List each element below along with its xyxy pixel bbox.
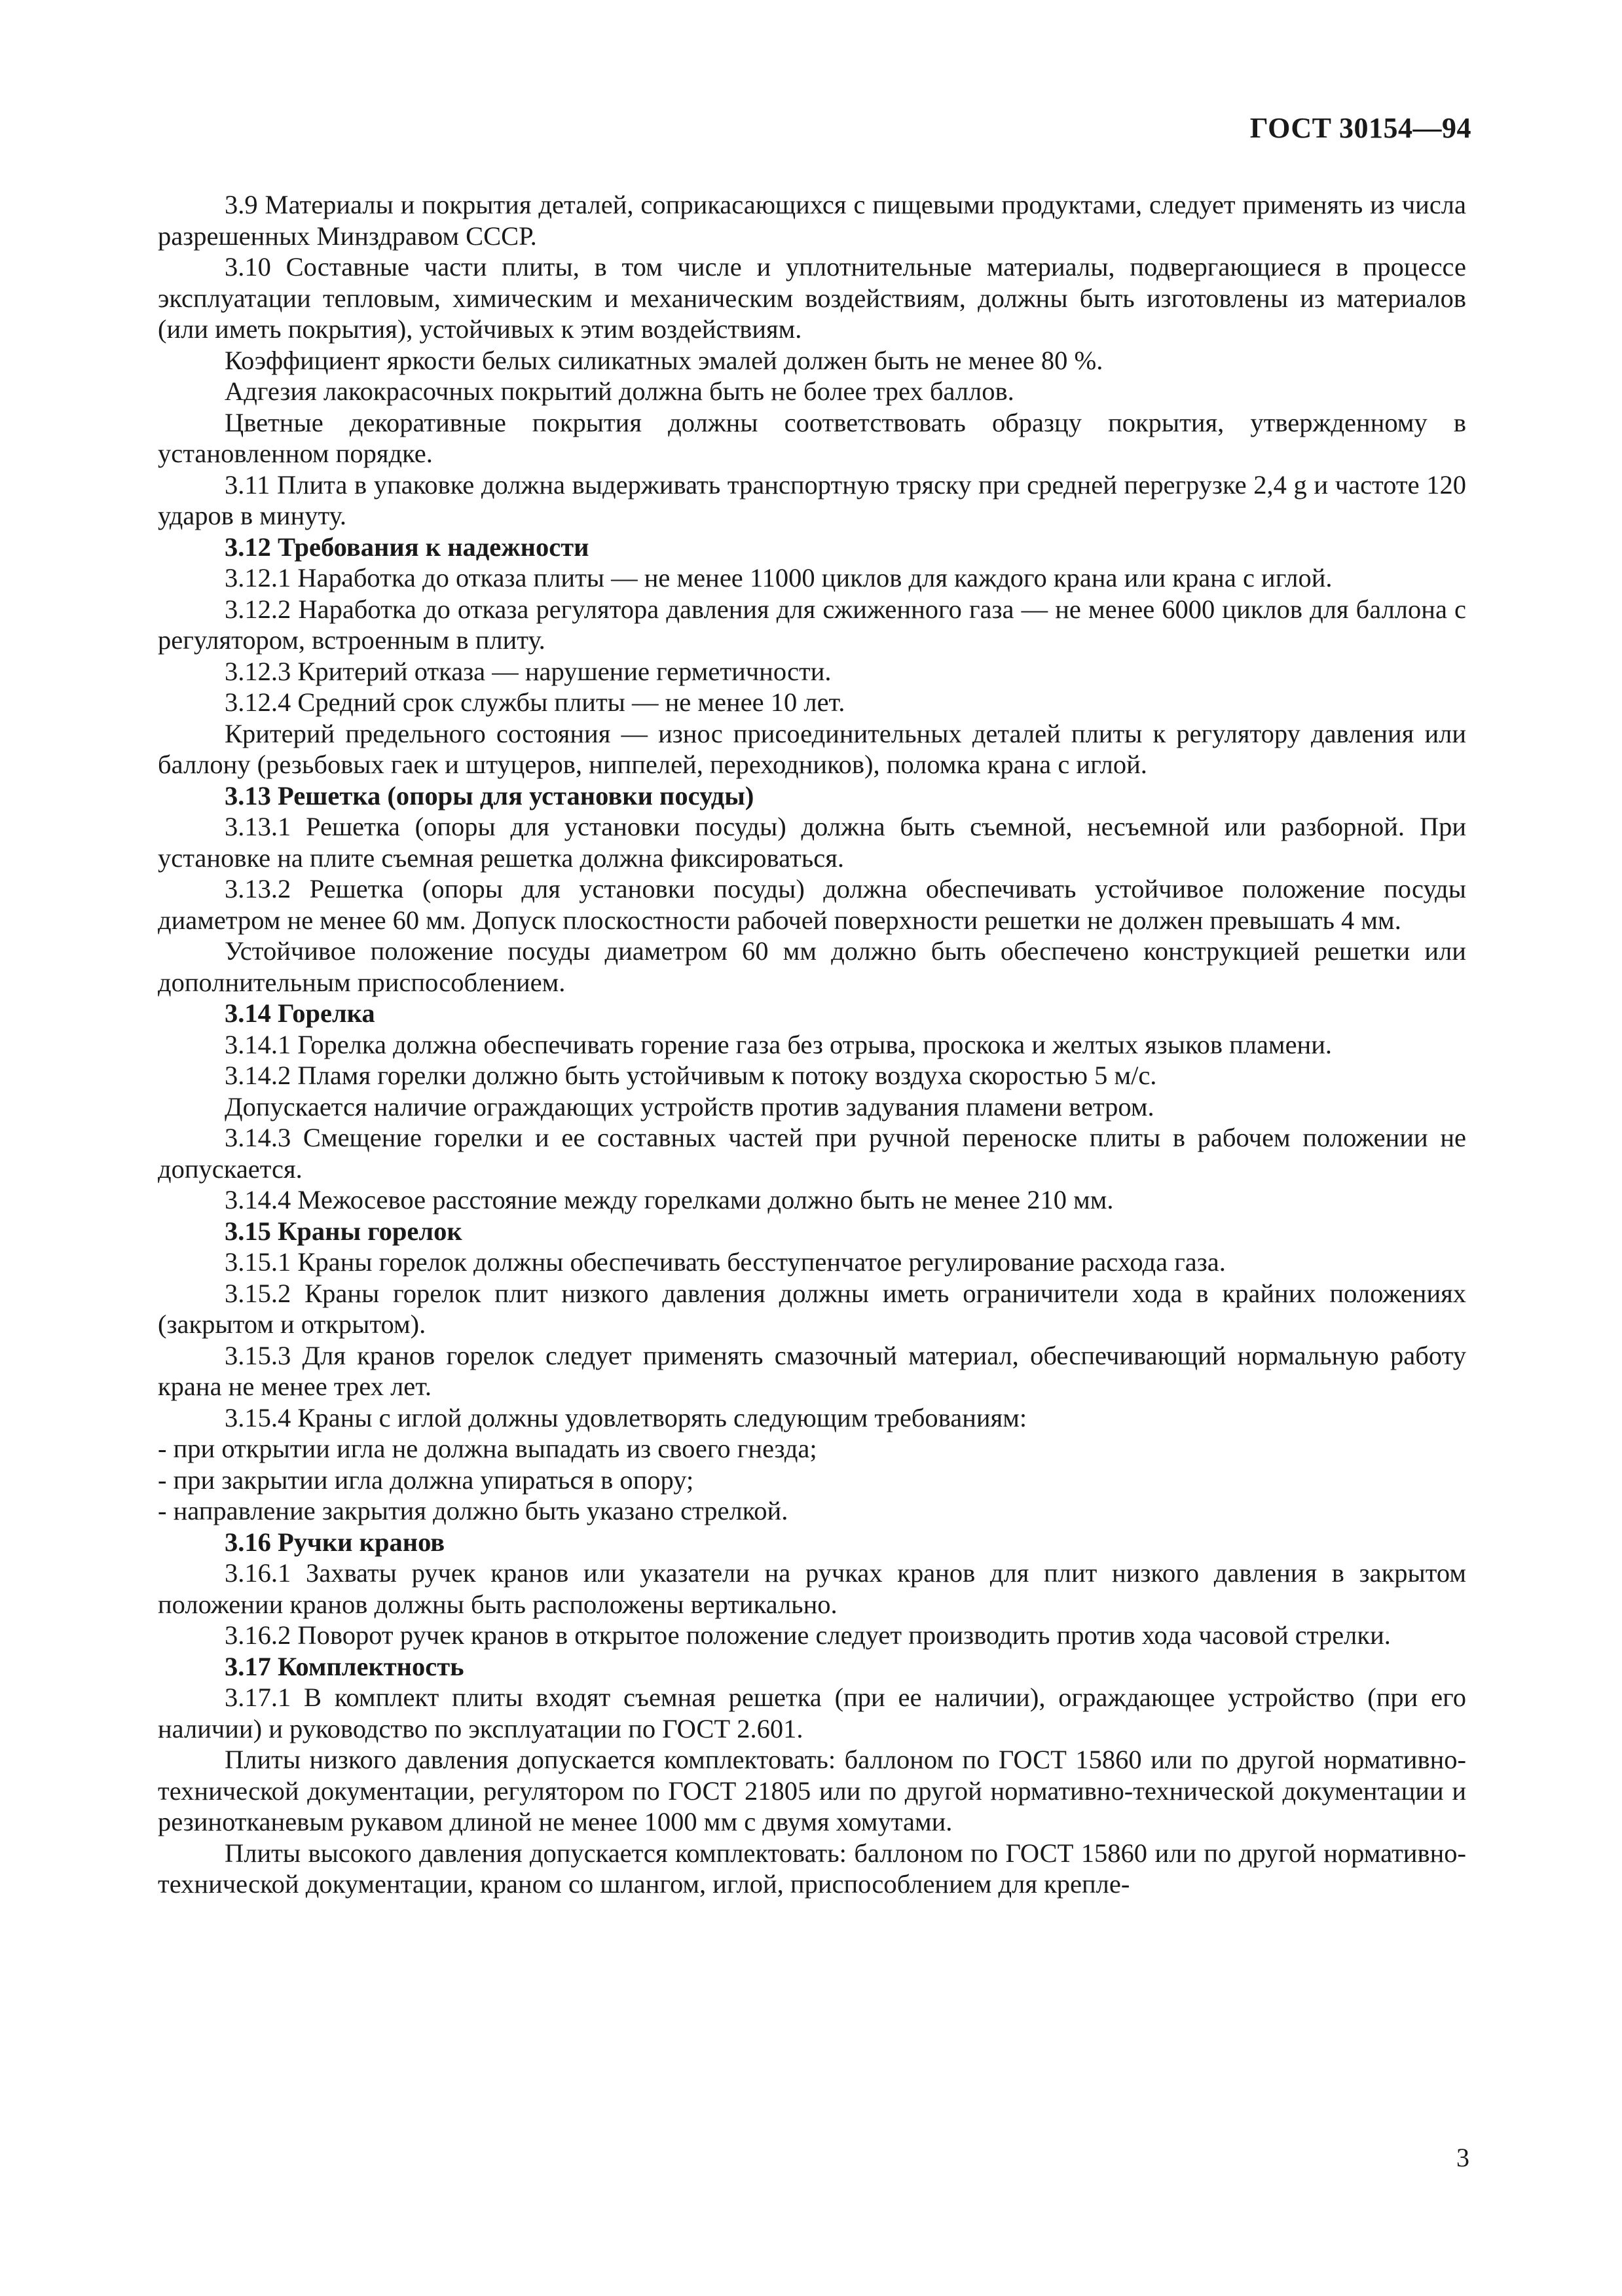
paragraph: Цветные декоративные покрытия должны соответствовать образцу покрытия, утвержденному в установленном порядке. (158, 407, 1466, 468)
paragraph: 3.13.2 Решетка (опоры для установки посуды) должна обеспечивать устойчивое положение посуды диаметром не менее 60 мм. Допуск плоскостности рабочей поверхности решетки не должен превышать 4 мм. (158, 874, 1466, 935)
document-code-header: ГОСТ 30154—94 (1249, 112, 1471, 144)
section-heading: 3.12 Требования к надежности (225, 532, 589, 562)
paragraph: Адгезия лакокрасочных покрытий должна быть не более трех баллов. (225, 376, 1014, 406)
list-item: - при открытии игла не должна выпадать из своего гнезда; (158, 1434, 817, 1463)
paragraph: 3.15.4 Краны с иглой должны удовлетворять следующим требованиям: (225, 1402, 1027, 1432)
paragraph: 3.13.1 Решетка (опоры для установки посуды) должна быть съемной, несъемной или разборной. При установке на плите съемная решетка должна фиксироваться. (158, 812, 1466, 873)
section-heading: 3.14 Горелка (225, 998, 375, 1028)
paragraph: 3.11 Плита в упаковке должна выдерживать транспортную тряску при средней перегрузке 2,4 g и частоте 120 ударов в минуту. (158, 469, 1466, 530)
section-heading: 3.17 Комплектность (225, 1651, 464, 1681)
paragraph: 3.15.2 Краны горелок плит низкого давления должны иметь ограничители хода в крайних положениях (закрытом и открытом). (158, 1278, 1466, 1339)
paragraph: 3.14.2 Пламя горелки должно быть устойчивым к потоку воздуха скоростью 5 м/с. (225, 1061, 1157, 1090)
paragraph: 3.12.1 Наработка до отказа плиты — не менее 11000 циклов для каждого крана или крана с иглой. (225, 563, 1333, 592)
list-item: - направление закрытия должно быть указано стрелкой. (158, 1496, 788, 1525)
paragraph: 3.12.2 Наработка до отказа регулятора давления для сжиженного газа — не менее 6000 циклов для баллона с регулятором, встроенным в плиту. (158, 594, 1466, 655)
section-heading: 3.16 Ручки кранов (225, 1527, 445, 1557)
paragraph: Коэффициент яркости белых силикатных эмалей должен быть не менее 80 %. (225, 345, 1103, 375)
list-item: - при закрытии игла должна упираться в опору; (158, 1465, 694, 1495)
paragraph: 3.15.1 Краны горелок должны обеспечивать бесступенчатое регулирование расхода газа. (225, 1247, 1226, 1277)
paragraph: 3.14.4 Межосевое расстояние между горелками должно быть не менее 210 мм. (225, 1185, 1114, 1214)
paragraph: Плиты высокого давления допускается комплектовать: баллоном по ГОСТ 15860 или по другой нормативно-технической документации, краном со шлангом, иглой, приспособлением для крепле- (158, 1838, 1466, 1899)
paragraph: 3.12.3 Критерий отказа — нарушение герметичности. (225, 656, 832, 686)
paragraph: 3.14.3 Смещение горелки и ее составных частей при ручной переноске плиты в рабочем положении не допускается. (158, 1123, 1466, 1184)
section-heading: 3.13 Решетка (опоры для установки посуды) (225, 780, 754, 811)
paragraph: Устойчивое положение посуды диаметром 60 мм должно быть обеспечено конструкцией решетки или дополнительным приспособлением. (158, 936, 1466, 997)
paragraph: Допускается наличие ограждающих устройств против задувания пламени ветром. (225, 1091, 1154, 1121)
section-heading: 3.15 Краны горелок (225, 1216, 462, 1246)
paragraph: Плиты низкого давления допускается комплектовать: баллоном по ГОСТ 15860 или по другой нормативно-технической документации, регулятором по ГОСТ 21805 или по другой нормативно-технической документации и резинотканевым рукавом длиной не менее 1000 мм с двумя хомутами. (158, 1745, 1466, 1836)
document-body (158, 189, 1466, 1900)
paragraph: 3.12.4 Средний срок службы плиты — не менее 10 лет. (225, 687, 845, 717)
paragraph: 3.15.3 Для кранов горелок следует применять смазочный материал, обеспечивающий нормальную работу крана не менее трех лет. (158, 1340, 1466, 1401)
paragraph: 3.16.1 Захваты ручек кранов или указатели на ручках кранов для плит низкого давления в закрытом положении кранов должны быть расположены вертикально. (158, 1558, 1466, 1619)
paragraph: 3.14.1 Горелка должна обеспечивать горение газа без отрыва, проскока и желтых языков пламени. (225, 1029, 1333, 1059)
paragraph: 3.16.2 Поворот ручек кранов в открытое положение следует производить против хода часовой стрелки. (225, 1620, 1391, 1650)
page-number: 3 (1456, 2143, 1469, 2172)
paragraph: 3.9 Материалы и покрытия деталей, соприкасающихся с пищевыми продуктами, следует применять из числа разрешенных Минздравом СССР. (158, 190, 1466, 251)
paragraph: 3.10 Составные части плиты, в том числе и уплотнительные материалы, подвергающиеся в процессе эксплуатации тепловым, химическим и механическим воздействиям, должны быть изготовлены из материалов (или иметь покрытия), устойчивых к этим воздействиям. (158, 252, 1466, 344)
paragraph: 3.17.1 В комплект плиты входят съемная решетка (при ее наличии), ограждающее устройство (при его наличии) и руководство по эксплуатации по ГОСТ 2.601. (158, 1683, 1466, 1743)
paragraph: Критерий предельного состояния — износ присоединительных деталей плиты к регулятору давления или баллону (резьбовых гаек и штуцеров, ниппелей, переходников), поломка крана с иглой. (158, 718, 1466, 779)
